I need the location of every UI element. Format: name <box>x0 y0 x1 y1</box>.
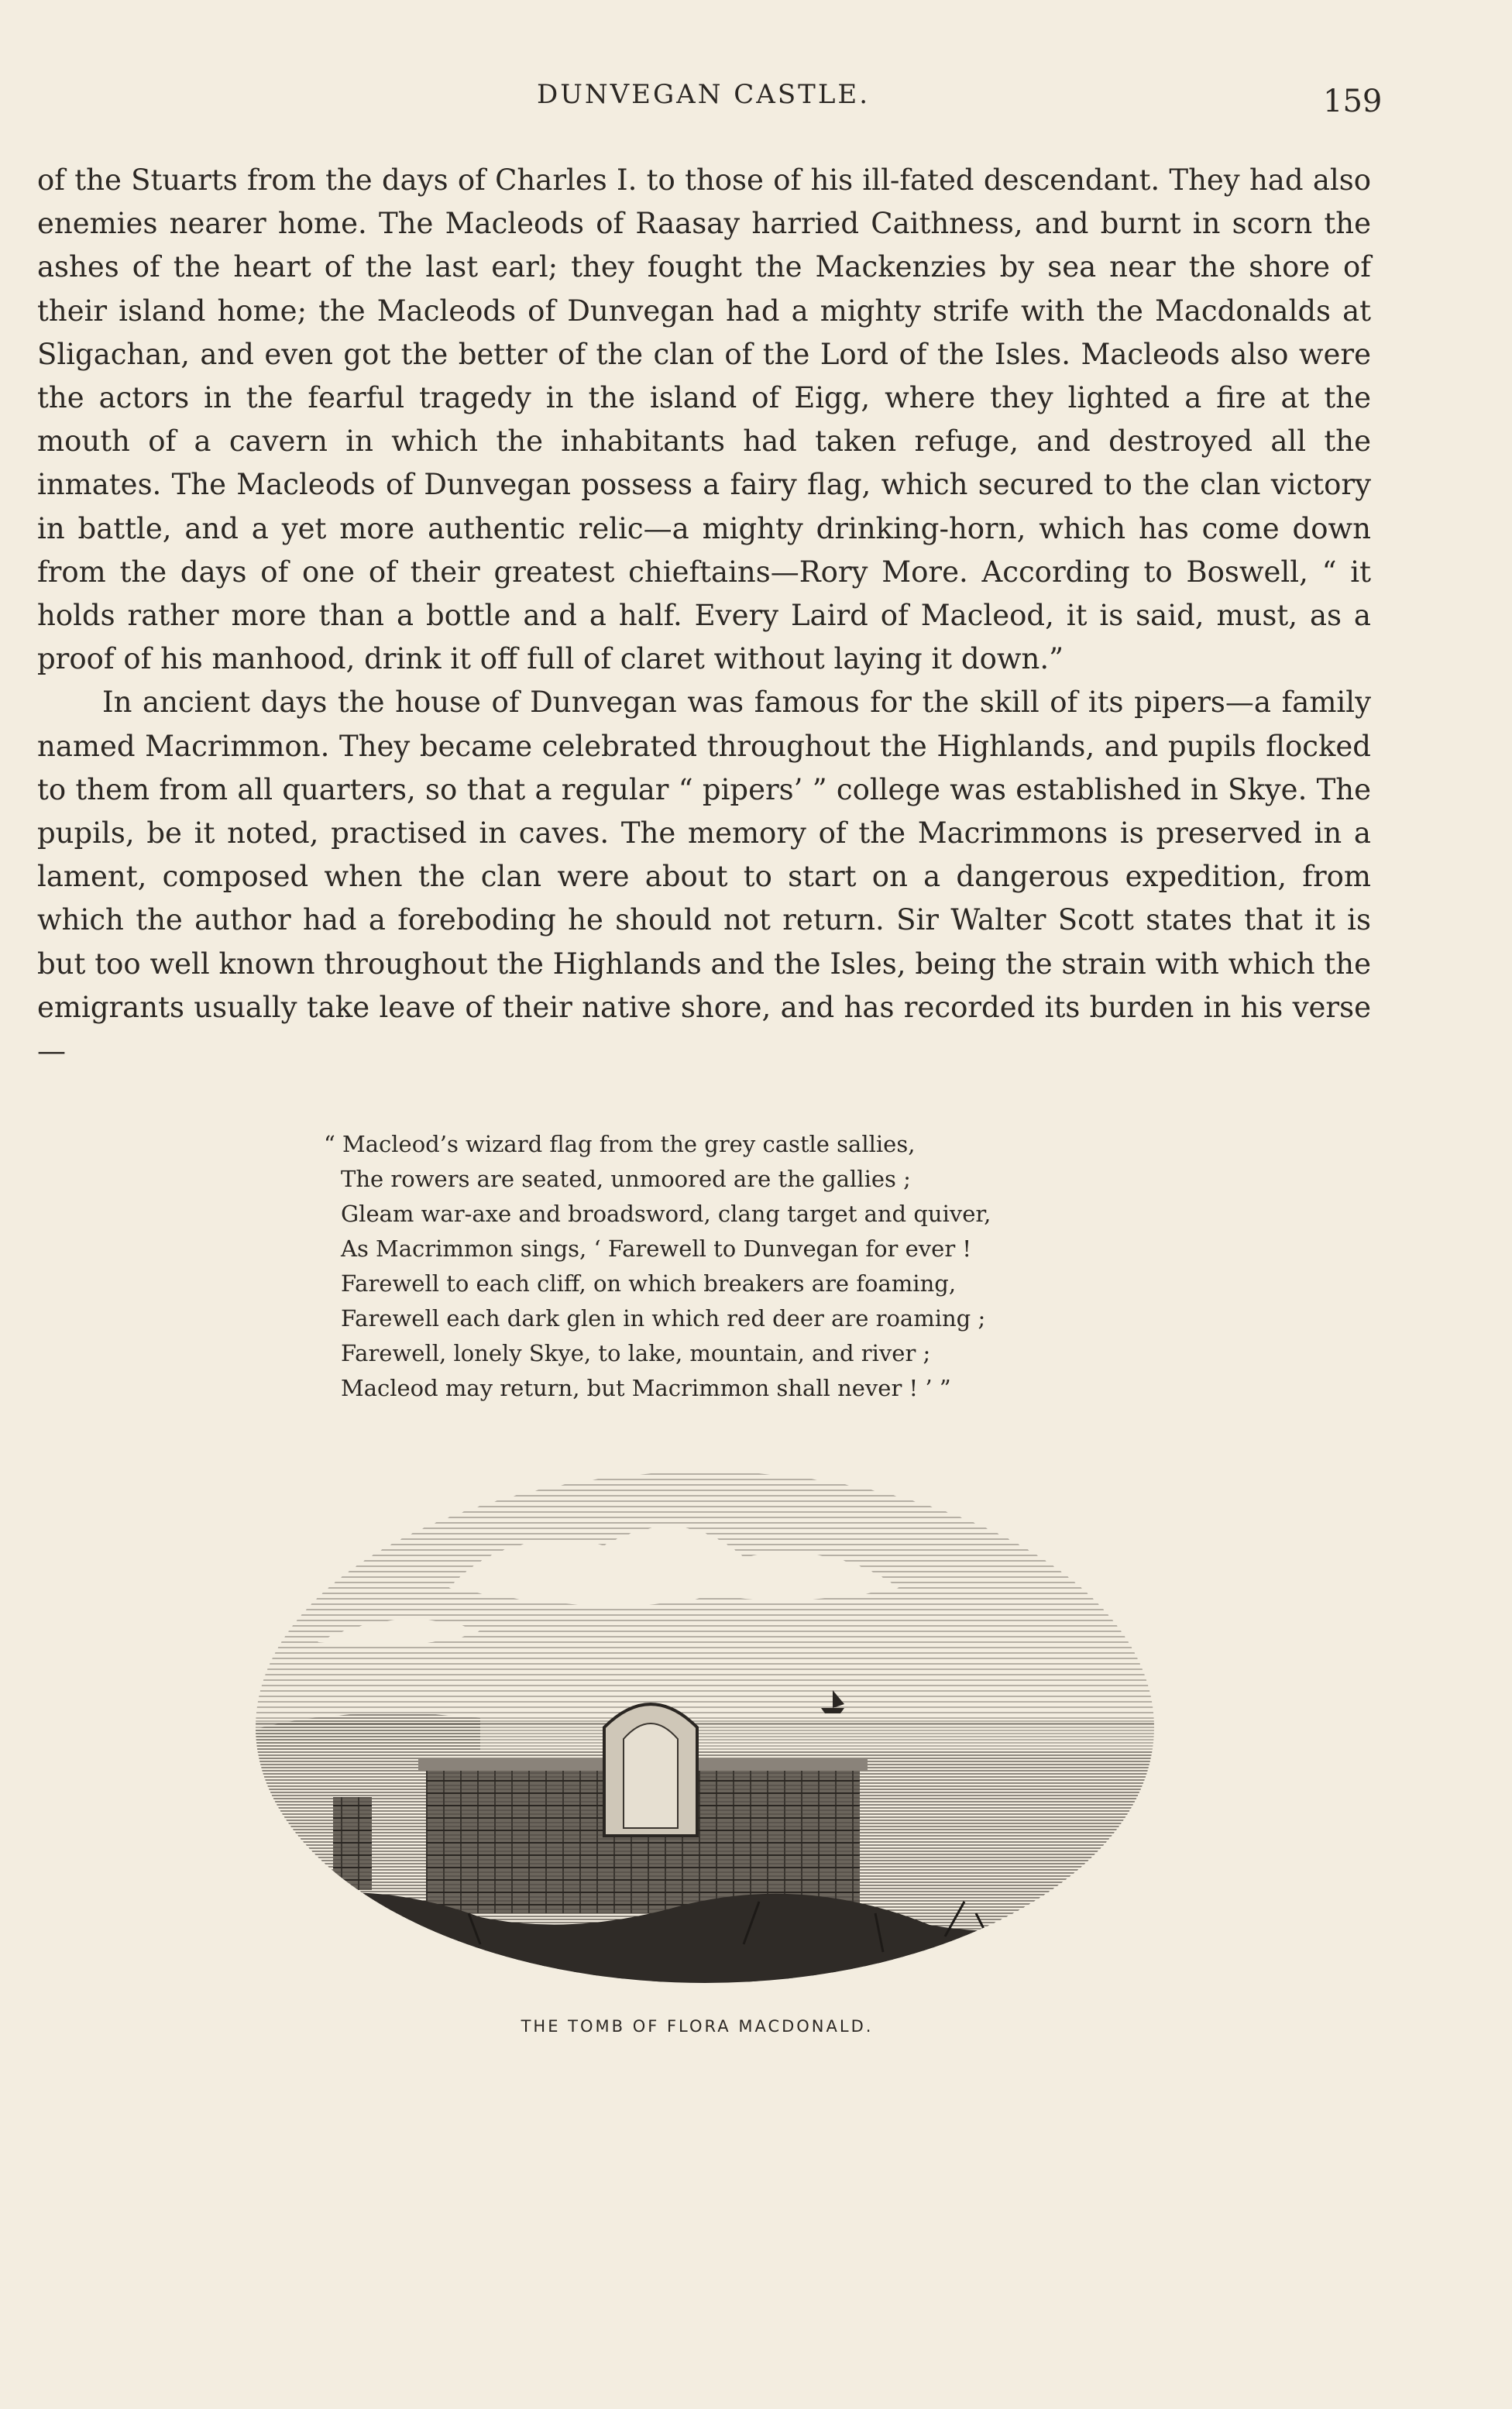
paragraph: In ancient days the house of Dunvegan was famous for the skill of its pipers—a family named Macrimmon. They became celebrated throughout the Highlands, and pupils flocked to them from all quarters, so that a regular “ pipers’ ” college was established in Skye. The pupils, be it noted, practised in caves. The memory of the Macrimmons is preserved in a lament, composed when the clan were about to start on a dangerous expedition, from which the author had a foreboding he should not return. Sir Walter Scott states that it is but too well known throughout the Highlands and the Isles, being the strain with which the emigrants usually take leave of their native shore, and has recorded its burden in his verse— <box>37 686 1371 1068</box>
running-title: DUNVEGAN CASTLE. <box>536 79 871 110</box>
verse-line: Farewell each dark glen in which red deer are roaming ; <box>341 1305 986 1332</box>
tomb-engraving <box>248 1472 1162 2014</box>
pillar-left <box>333 1797 372 1890</box>
verse-line: “ Macleod’s wizard flag from the grey castle sallies, <box>324 1131 916 1157</box>
verse-line: As Macrimmon sings, ‘ Farewell to Dunvegan for ever ! <box>341 1235 972 1262</box>
verse-line: Gleam war-axe and broadsword, clang target and quiver, <box>341 1201 991 1227</box>
verse-line: Farewell to each cliff, on which breakers are foaming, <box>341 1270 957 1297</box>
paragraph: of the Stuarts from the days of Charles I. to those of his ill-fated descendant. They had also enemies nearer home. The Macleods of Raasay harried Caithness, and burnt in scorn the ashes of the heart of the last earl; they fought the Mackenzies by sea near the shore of their island home; the Macleods of Dunvegan had a mighty strife with the Macdonalds at Sligachan, and even got the better of the clan of the Lord of the Isles. Macleods also were the actors in the fearful tragedy in the island of Eigg, where they lighted a fire at the mouth of a cavern in which the inhabitants had taken refuge, and destroyed all the inmates. The Macleods of Dunvegan possess a fairy flag, which secured to the clan victory in battle, and a yet more authentic relic—a mighty drinking-horn, which has come down from the days of one of their greatest chieftains—Rory More. According to Boswell, “ it holds rather more than a bottle and a half. Every Laird of Macleod, it is said, must, as a proof of his manhood, drink it off full of claret without laying it down.” <box>37 163 1371 676</box>
verse-line: Farewell, lonely Skye, to lake, mountain, and river ; <box>341 1340 931 1366</box>
tomb-panel <box>624 1723 678 1828</box>
page-number: 159 <box>1323 84 1383 119</box>
verse-line: Macleod may return, but Macrimmon shall never ! ’ ” <box>341 1375 951 1401</box>
grass-foreground <box>248 1892 1162 2014</box>
engraving-illustration <box>248 1472 1162 2409</box>
verse-line: The rowers are seated, unmoored are the gallies ; <box>341 1166 911 1192</box>
body-text <box>37 159 1371 1073</box>
figure-caption: THE TOMB OF FLORA MACDONALD. <box>521 2017 874 2036</box>
verse-quotation <box>324 1127 1038 1406</box>
sky <box>248 1472 1162 1727</box>
